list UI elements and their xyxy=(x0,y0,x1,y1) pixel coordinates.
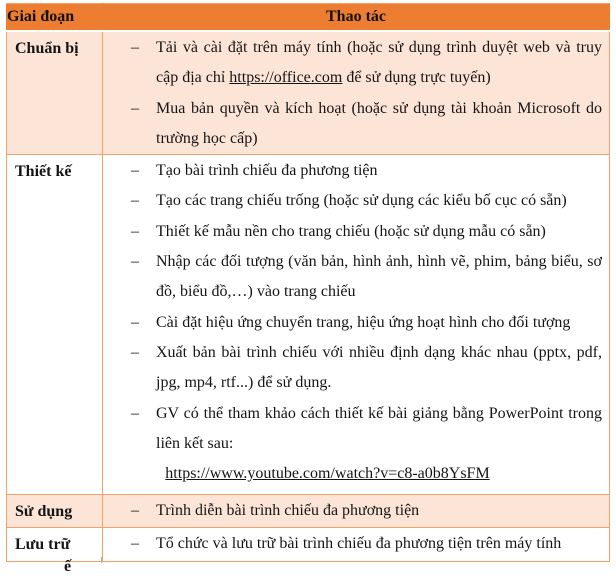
phase-label: Thiết kế xyxy=(15,163,72,181)
dash-bullet-marker: – xyxy=(131,192,139,210)
table-header-row xyxy=(7,4,610,32)
operations-cell xyxy=(103,155,610,495)
operations-cell xyxy=(103,495,610,528)
bullet-text: Xuất bản bài trình chiếu với nhiều định dạng khác nhau (pptx, pdf, jpg, mp4, rtf...) để sử dụng. xyxy=(156,343,602,392)
table-row xyxy=(7,495,610,528)
operations-cell xyxy=(103,31,610,155)
bullet-item xyxy=(131,529,602,559)
bullet-item xyxy=(131,399,602,460)
youtube-link[interactable]: https://www.youtube.com/watch?v=c8-a0b8YsFM xyxy=(165,465,490,483)
table-row xyxy=(7,155,610,495)
dash-bullet-marker: – xyxy=(131,222,139,240)
bullet-text: Thiết kế mẫu nền cho trang chiếu (hoặc sử dụng mẫu có sẵn) xyxy=(156,222,546,240)
phase-table xyxy=(6,3,610,562)
phase-cell xyxy=(7,528,103,561)
bullet-text: Tạo bài trình chiếu đa phương tiện xyxy=(156,162,378,180)
phase-cell xyxy=(7,155,103,495)
table-row xyxy=(7,31,610,155)
bullet-text: Nhập các đối tượng (văn bản, hình ảnh, hình vẽ, phim, bảng biểu, sơ đồ, biểu đồ,…) vào trang chiếu xyxy=(156,253,602,301)
bullet-text: Mua bản quyền và kích hoạt (hoặc sử dụng tài khoản Microsoft do trường học cấp) xyxy=(156,99,602,147)
operations-cell xyxy=(103,528,610,561)
bullet-item xyxy=(131,186,602,216)
bullet-text: để sử dụng trực tuyến) xyxy=(342,69,491,87)
bullet-item xyxy=(131,33,602,94)
dash-bullet-marker: – xyxy=(131,404,139,422)
dash-bullet-marker: – xyxy=(131,162,139,180)
dash-bullet-marker: – xyxy=(131,99,139,117)
phase-label: Sử dụng xyxy=(15,503,73,521)
bullet-text: Tổ chức và lưu trữ bài trình chiếu đa phương tiện trên máy tính xyxy=(156,535,562,553)
dash-bullet-marker: – xyxy=(131,502,139,520)
bullet-item xyxy=(131,247,602,308)
column-header-phase: Giai đoạn xyxy=(7,4,103,32)
bullet-item xyxy=(131,338,602,399)
bullet-item xyxy=(131,94,602,155)
bullet-text: Tạo các trang chiếu trống (hoặc sử dụng các kiểu bố cục có sẵn) xyxy=(156,192,567,210)
bullet-text: Cài đặt hiệu ứng chuyển trang, hiệu ứng hoạt hình cho đối tượng xyxy=(156,313,571,331)
office-link[interactable]: https://office.com xyxy=(229,69,343,87)
cut-off-text-fragment: ế xyxy=(64,558,72,575)
phase-label: Chuẩn bị xyxy=(15,40,79,57)
centered-link-line xyxy=(103,459,602,489)
bullet-item xyxy=(131,217,602,247)
dash-bullet-marker: – xyxy=(131,535,139,553)
table-row xyxy=(7,528,610,561)
phase-cell xyxy=(7,495,103,528)
phase-cell xyxy=(7,31,103,155)
bullet-item xyxy=(131,156,602,186)
dash-bullet-marker: – xyxy=(131,313,139,331)
bullet-text: Trình diễn bài trình chiếu đa phương tiện xyxy=(156,502,420,520)
table-body xyxy=(7,31,610,561)
bullet-item xyxy=(131,308,602,338)
dash-bullet-marker: – xyxy=(131,253,139,271)
dash-bullet-marker: – xyxy=(131,343,139,361)
phase-label: Lưu trữ xyxy=(15,536,71,554)
bullet-text: Tải và cài đặt trên máy tính (hoặc sử dụng trình duyệt web và truy cập địa chỉ xyxy=(156,39,602,87)
column-divider-overhang xyxy=(101,557,102,563)
bullet-text: GV có thể tham khảo cách thiết kế bài giảng bằng PowerPoint trong liên kết sau: xyxy=(156,404,602,452)
bullet-item xyxy=(131,496,602,526)
dash-bullet-marker: – xyxy=(131,39,139,56)
column-header-operations: Thao tác xyxy=(103,4,610,32)
